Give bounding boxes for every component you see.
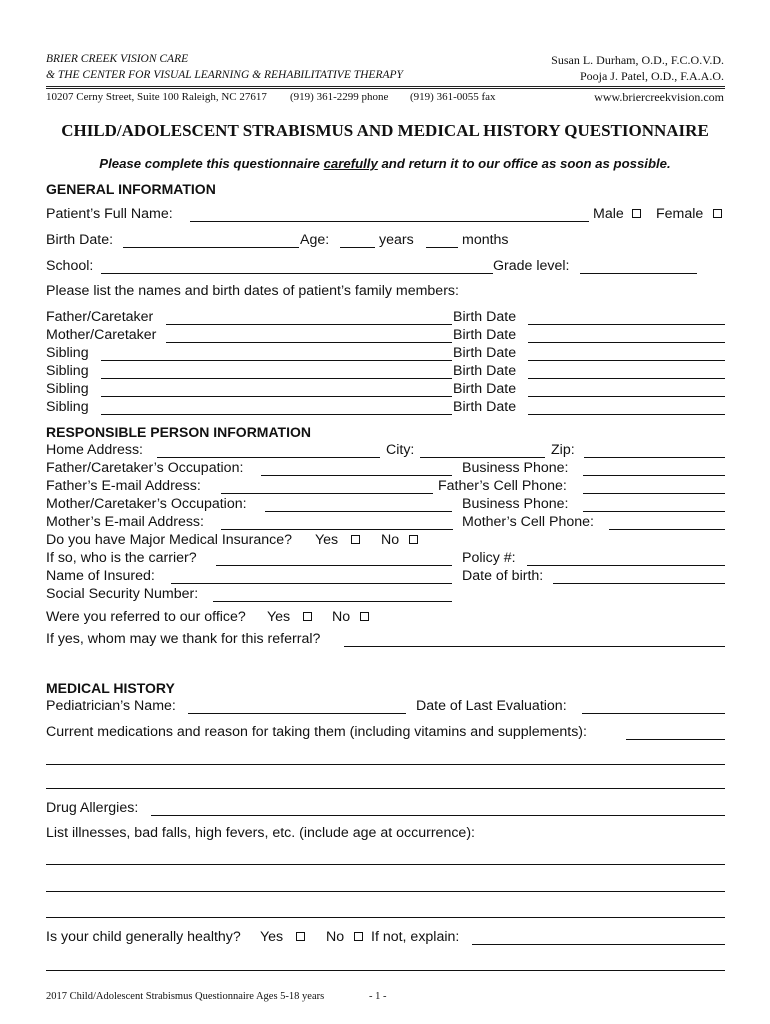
allergies-label: Drug Allergies:	[46, 800, 139, 816]
father-occupation-label: Father/Caretaker’s Occupation:	[46, 460, 244, 476]
family-label: Sibling	[46, 399, 89, 415]
office-fax: (919) 361-0055 fax	[410, 91, 496, 103]
doctor-2: Pooja J. Patel, O.D., F.A.A.O.	[579, 69, 724, 83]
healthy-no-label: No	[326, 929, 345, 945]
illnesses-label: List illnesses, bad falls, high fevers, etc. (include age at occurrence):	[46, 825, 475, 841]
insured-field[interactable]	[171, 583, 452, 584]
months-label: months	[462, 232, 509, 248]
mother-occupation-label: Mother/Caretaker’s Occupation:	[46, 496, 247, 512]
female-label: Female	[656, 206, 704, 222]
office-phone: (919) 361-2299 phone	[290, 91, 389, 103]
zip-label: Zip:	[551, 442, 575, 458]
footer-doc-title: 2017 Child/Adolescent Strabismus Questionnaire Ages 5-18 years	[46, 991, 325, 1002]
family-birth-date-label: Birth Date	[453, 363, 517, 379]
patient-name-field[interactable]	[190, 221, 589, 222]
business-phone-label: Business Phone:	[462, 496, 569, 512]
healthy-yes-checkbox[interactable]	[296, 932, 305, 941]
age-months-field[interactable]	[426, 247, 458, 248]
header-rule-top	[46, 86, 725, 87]
age-label: Age:	[300, 232, 330, 248]
medical-heading: MEDICAL HISTORY	[46, 680, 175, 696]
referral-field[interactable]	[344, 646, 725, 647]
responsible-heading: RESPONSIBLE PERSON INFORMATION	[46, 424, 311, 440]
ssn-label: Social Security Number:	[46, 586, 199, 602]
family-birth-date-field[interactable]	[528, 324, 725, 325]
mother-email-label: Mother’s E-mail Address:	[46, 514, 204, 530]
male-checkbox[interactable]	[632, 209, 641, 218]
last-eval-field[interactable]	[582, 713, 725, 714]
father-email-label: Father’s E-mail Address:	[46, 478, 201, 494]
female-checkbox[interactable]	[713, 209, 722, 218]
father-cell-label: Father’s Cell Phone:	[438, 478, 567, 494]
grade-label: Grade level:	[493, 258, 570, 274]
family-label: Father/Caretaker	[46, 309, 154, 325]
business-phone-label: Business Phone:	[462, 460, 569, 476]
grade-field[interactable]	[580, 273, 697, 274]
referred-question: Were you referred to our office?	[46, 609, 246, 625]
policy-label: Policy #:	[462, 550, 516, 566]
insured-label: Name of Insured:	[46, 568, 155, 584]
general-heading: GENERAL INFORMATION	[46, 181, 216, 197]
medications-field[interactable]	[626, 739, 725, 740]
birth-date-label: Birth Date:	[46, 232, 114, 248]
family-birth-date-field[interactable]	[528, 414, 725, 415]
last-eval-label: Date of Last Evaluation:	[416, 698, 567, 714]
carrier-field[interactable]	[216, 565, 452, 566]
mother-business-phone-field[interactable]	[583, 511, 725, 512]
policy-field[interactable]	[527, 565, 725, 566]
family-birth-date-field[interactable]	[528, 360, 725, 361]
family-birth-date-label: Birth Date	[453, 327, 517, 343]
mother-occupation-field[interactable]	[265, 511, 452, 512]
mother-cell-field[interactable]	[609, 529, 725, 530]
mother-email-field[interactable]	[221, 529, 453, 530]
dob-field[interactable]	[553, 583, 725, 584]
father-cell-field[interactable]	[583, 493, 725, 494]
family-label: Sibling	[46, 381, 89, 397]
page-number: - 1 -	[369, 991, 387, 1002]
family-label: Sibling	[46, 345, 89, 361]
allergies-field[interactable]	[151, 815, 725, 816]
city-label: City:	[386, 442, 415, 458]
instructions: Please complete this questionnaire carefully and return it to our office as soon as possible.	[99, 156, 671, 171]
family-birth-date-field[interactable]	[528, 342, 725, 343]
carrier-label: If so, who is the carrier?	[46, 550, 197, 566]
family-name-field[interactable]	[166, 324, 452, 325]
age-years-field[interactable]	[340, 247, 375, 248]
illnesses-line[interactable]	[46, 864, 725, 865]
family-birth-date-label: Birth Date	[453, 345, 517, 361]
mother-cell-label: Mother’s Cell Phone:	[462, 514, 594, 530]
family-birth-date-label: Birth Date	[453, 381, 517, 397]
website-link[interactable]: www.briercreekvision.com	[594, 90, 724, 104]
school-label: School:	[46, 258, 94, 274]
zip-field[interactable]	[584, 457, 725, 458]
referral-label: If yes, whom may we thank for this referral?	[46, 631, 321, 647]
city-field[interactable]	[420, 457, 545, 458]
form-title: CHILD/ADOLESCENT STRABISMUS AND MEDICAL HISTORY QUESTIONNAIRE	[61, 121, 709, 140]
illnesses-line[interactable]	[46, 917, 725, 918]
referred-yes-label: Yes	[267, 609, 291, 625]
family-birth-date-label: Birth Date	[453, 309, 517, 325]
insurance-yes-label: Yes	[315, 532, 339, 548]
illnesses-line[interactable]	[46, 891, 725, 892]
family-name-field[interactable]	[101, 378, 452, 379]
patient-name-label: Patient’s Full Name:	[46, 206, 173, 222]
family-birth-date-field[interactable]	[528, 396, 725, 397]
pediatrician-field[interactable]	[188, 713, 406, 714]
doctor-1: Susan L. Durham, O.D., F.C.O.V.D.	[551, 53, 724, 67]
family-name-field[interactable]	[101, 396, 452, 397]
header-rule-bottom	[46, 88, 725, 89]
insurance-no-checkbox[interactable]	[409, 535, 418, 544]
referred-no-label: No	[332, 609, 351, 625]
family-birth-date-field[interactable]	[528, 378, 725, 379]
practice-subtitle: & THE CENTER FOR VISUAL LEARNING & REHABILITATIVE THERAPY	[46, 69, 403, 81]
family-name-field[interactable]	[101, 414, 452, 415]
referred-no-checkbox[interactable]	[360, 612, 369, 621]
home-address-label: Home Address:	[46, 442, 143, 458]
years-label: years	[379, 232, 414, 248]
if-not-label: If not, explain:	[371, 929, 460, 945]
office-address: 10207 Cerny Street, Suite 100 Raleigh, NC 27617	[46, 91, 267, 103]
insurance-question: Do you have Major Medical Insurance?	[46, 532, 293, 548]
male-label: Male	[593, 206, 624, 222]
healthy-question: Is your child generally healthy?	[46, 929, 241, 945]
school-field[interactable]	[101, 273, 493, 274]
practice-name: BRIER CREEK VISION CARE	[46, 53, 189, 65]
explain-line[interactable]	[46, 970, 725, 971]
family-name-field[interactable]	[166, 342, 452, 343]
medications-line[interactable]	[46, 788, 725, 789]
father-business-phone-field[interactable]	[583, 475, 725, 476]
ssn-field[interactable]	[213, 601, 452, 602]
family-name-field[interactable]	[101, 360, 452, 361]
father-occupation-field[interactable]	[261, 475, 452, 476]
dob-label: Date of birth:	[462, 568, 544, 584]
birth-date-field[interactable]	[123, 247, 299, 248]
father-email-field[interactable]	[221, 493, 433, 494]
healthy-yes-label: Yes	[260, 929, 284, 945]
insurance-yes-checkbox[interactable]	[351, 535, 360, 544]
medications-line[interactable]	[46, 764, 725, 765]
if-not-field[interactable]	[472, 944, 725, 945]
referred-yes-checkbox[interactable]	[303, 612, 312, 621]
medications-label: Current medications and reason for taking them (including vitamins and supplements):	[46, 724, 587, 740]
family-birth-date-label: Birth Date	[453, 399, 517, 415]
family-label: Sibling	[46, 363, 89, 379]
home-address-field[interactable]	[157, 457, 380, 458]
family-label: Mother/Caretaker	[46, 327, 157, 343]
healthy-no-checkbox[interactable]	[354, 932, 363, 941]
pediatrician-label: Pediatrician’s Name:	[46, 698, 176, 714]
insurance-no-label: No	[381, 532, 400, 548]
family-prompt: Please list the names and birth dates of patient’s family members:	[46, 283, 459, 299]
